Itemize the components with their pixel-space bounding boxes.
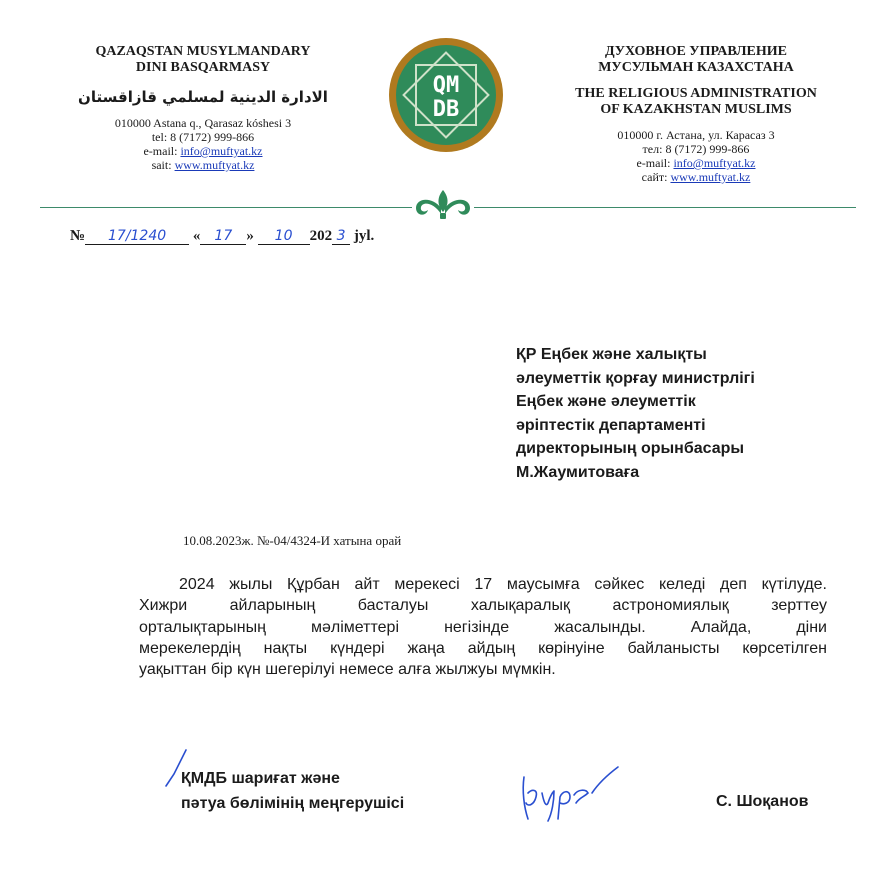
site-ru-row <box>556 170 836 184</box>
reference-line <box>70 228 374 245</box>
qmdb-logo-emblem <box>387 36 505 154</box>
org-name-ru-line1: ДУХОВНОЕ УПРАВЛЕНИЕ <box>604 44 788 59</box>
email-link[interactable]: info@muftyat.kz <box>180 144 263 158</box>
org-name-en-line1: THE RELIGIOUS ADMINISTRATION <box>575 86 817 101</box>
ref-day-value: 17 <box>200 228 246 245</box>
email-link[interactable]: info@muftyat.kz <box>673 156 756 170</box>
ref-number-value: 17/1240 <box>85 228 189 245</box>
signatory-title-line2: пәтуа бөлімінің меңгерушісі <box>181 795 405 812</box>
ref-month-value: 10 <box>258 228 310 245</box>
addressee-line: Еңбек және әлеуметтік <box>516 393 696 410</box>
reply-reference: 10.08.2023ж. №-04/4324-И хатына орай <box>183 533 402 548</box>
ref-year-prefix: 202 <box>309 228 333 244</box>
site-label: сайт: <box>641 170 671 184</box>
ref-number-label: № <box>70 228 86 244</box>
addressee-line: директорының орынбасары <box>516 440 745 457</box>
email-latin-row <box>72 144 334 158</box>
ornament-icon <box>410 186 476 222</box>
site-link[interactable]: www.muftyat.kz <box>670 170 751 184</box>
org-name-latin-line1: QAZAQSTAN MUSYLMANDARY <box>95 44 311 59</box>
email-label: e-mail: <box>143 144 181 158</box>
email-ru-row <box>556 156 836 170</box>
ref-year-digit: 3 <box>332 228 350 245</box>
letter-body <box>139 574 827 680</box>
org-name-latin-line2: DINI BASQARMASY <box>135 60 271 75</box>
addressee-line: әлеуметтік қорғау министрлігі <box>516 369 755 387</box>
org-name-ru-line2: МУСУЛЬМАН КАЗАХСТАНА <box>598 60 794 75</box>
phone-latin: tel: 8 (7172) 999-866 <box>151 130 255 144</box>
body-line: уақыттан бір күн шегерілуі немесе алға жылжуы мүмкін. <box>139 661 556 679</box>
org-name-en-line2: OF KAZAKHSTAN MUSLIMS <box>600 102 792 117</box>
header-right <box>556 44 836 184</box>
logo-letters-bottom: DB <box>432 97 460 122</box>
header-left <box>72 44 334 172</box>
signatory-title-line1: ҚМДБ шариғат және <box>181 770 340 787</box>
header-divider-right <box>474 207 856 208</box>
site-latin-row <box>72 158 334 172</box>
addressee-line: ҚР Еңбек және халықты <box>516 346 707 363</box>
address-latin: 010000 Astana q., Qarasaz kóshesi 3 <box>114 116 292 130</box>
email-label: e-mail: <box>636 156 674 170</box>
ref-quote-open: « <box>192 228 201 244</box>
address-ru: 010000 г. Астана, ул. Карасаз 3 <box>617 128 775 142</box>
body-line: 2024 жылы Құрбан айт мерекесі 17 маусымға сәйкес келеді деп күтілуде. <box>179 576 827 593</box>
body-line: орталықтарының мәліметтері негізінде жасалынды. Алайда, діни <box>139 618 827 636</box>
addressee-line: әріптестік департаменті <box>516 416 706 434</box>
header-divider-left <box>40 207 412 208</box>
ref-quote-close: » <box>246 228 254 244</box>
phone-ru: тел: 8 (7172) 999-866 <box>642 142 750 156</box>
body-line: Хижри айларының басталуы халықаралық астрономиялық зерттеу <box>139 597 827 615</box>
addressee-block <box>516 343 836 484</box>
signatory-title <box>181 766 404 816</box>
site-label: sait: <box>151 158 175 172</box>
body-line: мерекелердің нақты күндері жаңа айдың көрінуіне байланысты көрсетілген <box>139 639 827 657</box>
site-link[interactable]: www.muftyat.kz <box>174 158 255 172</box>
ref-year-suffix: jyl. <box>353 228 375 244</box>
signer-name: С. Шоқанов <box>716 793 809 810</box>
addressee-line: М.Жаумитоваға <box>516 463 640 481</box>
handwritten-signature <box>514 763 624 825</box>
org-name-arabic: الادارة الدينية لمسلمي قازاقستان <box>78 88 328 106</box>
logo-letters-top: QM <box>432 73 460 98</box>
